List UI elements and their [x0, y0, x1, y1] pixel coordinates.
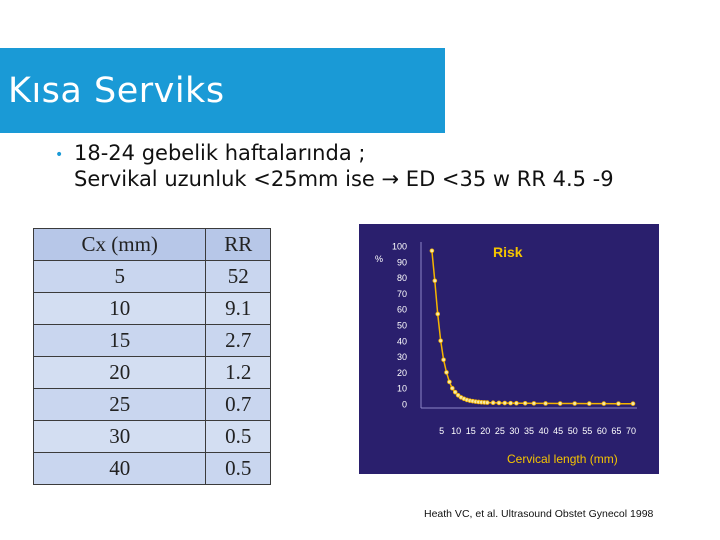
data-point — [602, 402, 606, 406]
bullet-icon: • — [55, 147, 64, 163]
data-point — [491, 401, 495, 405]
table-cell-cx: 20 — [34, 357, 206, 389]
series-line — [432, 251, 633, 404]
y-tick-label: 100 — [391, 241, 407, 252]
x-tick-label: 50 — [567, 426, 578, 436]
title-bar — [0, 48, 445, 133]
y-tick-label: 30 — [396, 352, 407, 363]
axes — [421, 242, 637, 408]
x-tick-label: 65 — [611, 426, 622, 436]
chart-title: Risk — [493, 244, 523, 260]
data-point — [442, 358, 446, 362]
x-tick-label: 20 — [480, 426, 491, 436]
tick-labels — [392, 242, 636, 437]
table-cell-rr: 1.2 — [206, 357, 271, 389]
data-point — [445, 371, 449, 375]
y-tick-label: 80 — [396, 273, 407, 284]
data-point — [436, 312, 440, 316]
table-row — [34, 357, 271, 389]
data-point — [497, 401, 501, 405]
x-tick-label: 55 — [582, 426, 593, 436]
x-tick-label: 45 — [553, 426, 564, 436]
bullet-point — [55, 140, 705, 192]
data-point — [544, 402, 548, 406]
x-tick-label: 15 — [465, 426, 476, 436]
table-row — [34, 261, 271, 293]
table-row — [34, 421, 271, 453]
bullet-line-2: Servikal uzunluk <25mm ise → ED <35 w RR 4.5 -9 — [74, 167, 614, 191]
y-tick-label: 50 — [396, 320, 407, 331]
y-tick-label: 60 — [396, 304, 407, 315]
x-tick-label: 30 — [509, 426, 520, 436]
data-point — [439, 339, 443, 343]
data-point — [430, 249, 434, 253]
data-point — [617, 402, 621, 406]
table-cell-cx: 30 — [34, 421, 206, 453]
data-point — [587, 402, 591, 406]
table-row — [34, 453, 271, 485]
table-row — [34, 389, 271, 421]
table-row — [34, 293, 271, 325]
table-header-cx: Cx (mm) — [34, 229, 206, 261]
y-tick-label: 70 — [396, 288, 407, 299]
table-cell-rr: 9.1 — [206, 293, 271, 325]
data-point — [503, 401, 507, 405]
y-tick-label: 20 — [396, 367, 407, 378]
table-cell-rr: 0.5 — [206, 453, 271, 485]
citation: Heath VC, et al. Ultrasound Obstet Gynecol 1998 — [424, 508, 654, 520]
data-point — [515, 401, 519, 405]
table-cell-cx: 10 — [34, 293, 206, 325]
table-cell-cx: 5 — [34, 261, 206, 293]
x-tick-label: 40 — [538, 426, 549, 436]
x-tick-label: 25 — [494, 426, 505, 436]
table-header-row — [34, 229, 271, 261]
data-point — [509, 401, 513, 405]
table-cell-cx: 15 — [34, 325, 206, 357]
data-point — [450, 386, 454, 390]
table-row — [34, 325, 271, 357]
slide-title: Kısa Serviks — [8, 70, 225, 111]
data-point — [453, 390, 457, 394]
x-tick-label: 70 — [625, 426, 637, 436]
series-risk — [430, 249, 635, 406]
relative-risk-table — [33, 228, 271, 485]
table-cell-rr: 52 — [206, 261, 271, 293]
data-point — [433, 279, 437, 283]
table-cell-rr: 0.5 — [206, 421, 271, 453]
y-tick-label: 0 — [401, 399, 407, 410]
risk-chart-svg — [359, 224, 659, 474]
table-header-rr: RR — [206, 229, 271, 261]
table-cell-cx: 25 — [34, 389, 206, 421]
y-axis-label: % — [375, 254, 384, 264]
y-tick-label: 40 — [396, 336, 407, 347]
bullet-line-1: 18-24 gebelik haftalarında ; — [74, 141, 366, 165]
data-point — [523, 401, 527, 405]
table-cell-rr: 0.7 — [206, 389, 271, 421]
table-cell-rr: 2.7 — [206, 325, 271, 357]
y-tick-label: 90 — [396, 257, 407, 268]
data-point — [532, 401, 536, 405]
data-point — [485, 401, 489, 405]
data-point — [631, 402, 635, 406]
x-tick-label: 60 — [596, 426, 607, 436]
x-axis-label: Cervical length (mm) — [507, 452, 618, 466]
y-tick-label: 10 — [396, 383, 407, 394]
x-tick-label: 10 — [451, 426, 462, 436]
data-point — [558, 402, 562, 406]
risk-chart — [359, 224, 659, 474]
data-point — [448, 380, 452, 384]
data-point — [573, 402, 577, 406]
table-cell-cx: 40 — [34, 453, 206, 485]
x-tick-label: 5 — [439, 426, 445, 436]
x-tick-label: 35 — [523, 426, 535, 436]
